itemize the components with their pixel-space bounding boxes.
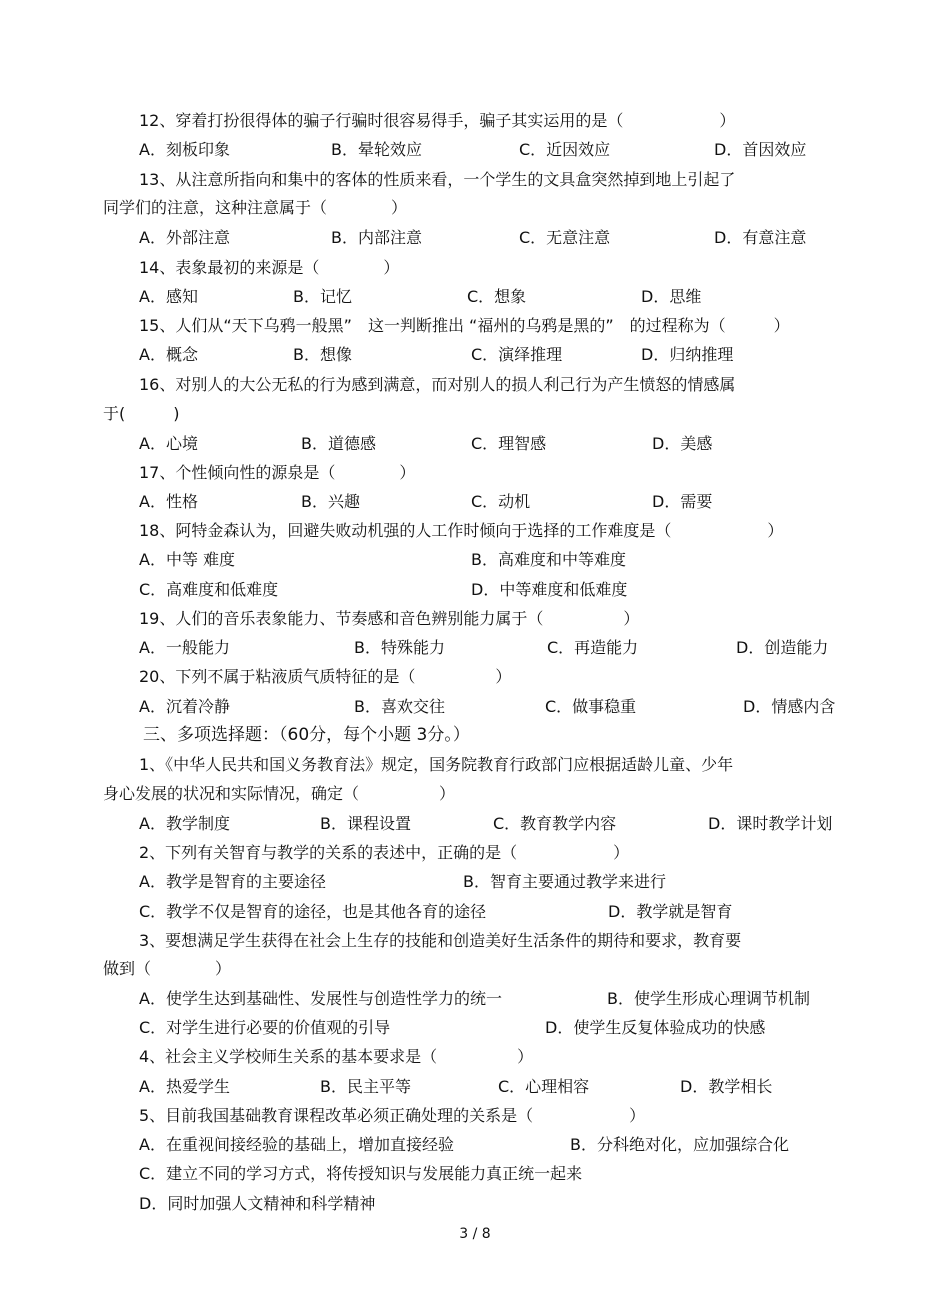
option-a: A．中等 难度 (139, 550, 236, 569)
option-d: D．情感内含 (743, 697, 836, 716)
option-a: A．沉着冷静 (139, 697, 230, 716)
option-b: B．特殊能力 (354, 638, 445, 657)
option-c: C．动机 (471, 492, 531, 511)
option-d: D．使学生反复体验成功的快感 (545, 1018, 766, 1037)
option-a: A．在重视间接经验的基础上，增加直接经验 (139, 1135, 454, 1154)
option-c: C．对学生进行必要的价值观的引导 (139, 1018, 391, 1037)
option-d: D．思维 (641, 287, 702, 306)
option-a: A．感知 (139, 287, 198, 306)
option-d: D．需要 (652, 492, 713, 511)
option-a: A．概念 (139, 345, 198, 364)
option-a: A．使学生达到基础性、发展性与创造性学力的统一 (139, 989, 502, 1008)
section-heading: 三、多项选择题：（60分，每个小题 3分。） (143, 725, 470, 745)
option-c: C．教育教学内容 (493, 814, 617, 833)
option-b: B．道德感 (301, 434, 376, 453)
question-stem: 3、要想满足学生获得在社会上生存的技能和创造美好生活条件的期待和要求，教育要 (139, 931, 742, 950)
option-d: D．首因效应 (714, 140, 807, 159)
option-b: B．内部注意 (331, 228, 422, 247)
question-stem: 18、阿特金森认为，回避失败动机强的人工作时倾向于选择的工作难度是（ ） (139, 521, 784, 540)
option-d: D．有意注意 (714, 228, 807, 247)
option-a: A．教学制度 (139, 814, 230, 833)
option-a: A．性格 (139, 492, 198, 511)
option-c: C．近因效应 (519, 140, 611, 159)
option-d: D．创造能力 (736, 638, 829, 657)
option-b: B．高难度和中等难度 (471, 550, 626, 569)
question-stem: 13、从注意所指向和集中的客体的性质来看，一个学生的文具盒突然掉到地上引起了 (139, 170, 736, 189)
option-c: C．做事稳重 (545, 697, 637, 716)
question-stem-continued: 做到（ ） (103, 959, 232, 978)
option-d: D．归纳推理 (641, 345, 734, 364)
option-a: A．外部注意 (139, 228, 230, 247)
option-b: B．智育主要通过教学来进行 (463, 872, 666, 891)
question-stem: 17、个性倾向性的源泉是（ ） (139, 463, 416, 482)
question-stem: 19、人们的音乐表象能力、节奏感和音色辨别能力属于（ ） (139, 609, 640, 628)
option-b: B．想像 (293, 345, 352, 364)
question-stem: 16、对别人的大公无私的行为感到满意，而对别人的损人利己行为产生愤怒的情感属 (139, 375, 736, 394)
option-b: B．分科绝对化，应加强综合化 (570, 1135, 789, 1154)
question-stem: 2、下列有关智育与教学的关系的表述中，正确的是（ ） (139, 843, 630, 862)
question-stem: 4、社会主义学校师生关系的基本要求是（ ） (139, 1047, 534, 1066)
question-stem-continued: 于( ) (103, 404, 180, 423)
option-c: C．心理相容 (498, 1077, 590, 1096)
option-d: D．同时加强人文精神和科学精神 (139, 1194, 376, 1213)
option-b: B．民主平等 (320, 1077, 411, 1096)
option-b: B．晕轮效应 (331, 140, 422, 159)
question-stem: 1、《中华人民共和国义务教育法》规定，国务院教育行政部门应根据适龄儿童、少年 (139, 755, 734, 774)
option-a: A．心境 (139, 434, 198, 453)
option-d: D．美感 (652, 434, 713, 453)
option-b: B．记忆 (293, 287, 352, 306)
option-c: C．再造能力 (547, 638, 639, 657)
option-b: B．使学生形成心理调节机制 (607, 989, 810, 1008)
option-c: C．无意注意 (519, 228, 611, 247)
option-d: D．教学就是智育 (608, 902, 733, 921)
option-a: A．教学是智育的主要途径 (139, 872, 326, 891)
option-d: D．中等难度和低难度 (471, 580, 628, 599)
question-stem-continued: 身心发展的状况和实际情况，确定（ ） (103, 784, 456, 803)
option-a: A．一般能力 (139, 638, 230, 657)
question-stem: 15、人们从“天下乌鸦一般黑” 这一判断推出 “福州的乌鸦是黑的” 的过程称为（ ） (139, 316, 790, 335)
option-d: D．课时教学计划 (708, 814, 833, 833)
question-stem: 14、表象最初的来源是（ ） (139, 258, 400, 277)
option-c: C．教学不仅是智育的途径，也是其他各育的途径 (139, 902, 487, 921)
option-b: B．课程设置 (320, 814, 411, 833)
option-c: C．建立不同的学习方式，将传授知识与发展能力真正统一起来 (139, 1164, 583, 1183)
option-a: A．热爱学生 (139, 1077, 230, 1096)
question-stem-continued: 同学们的注意，这种注意属于（ ） (103, 198, 408, 217)
option-c: C．想象 (467, 287, 527, 306)
option-a: A．刻板印象 (139, 140, 230, 159)
option-c: C．理智感 (471, 434, 547, 453)
option-d: D．教学相长 (680, 1077, 773, 1096)
question-stem: 5、目前我国基础教育课程改革必须正确处理的关系是（ ） (139, 1106, 646, 1125)
page-number: 3 / 8 (459, 1226, 491, 1242)
question-stem: 12、穿着打扮很得体的骗子行骗时很容易得手，骗子其实运用的是（ ） (139, 111, 736, 130)
option-c: C．演绎推理 (471, 345, 563, 364)
option-c: C．高难度和低难度 (139, 580, 279, 599)
option-b: B．兴趣 (301, 492, 360, 511)
option-b: B．喜欢交往 (354, 697, 445, 716)
question-stem: 20、下列不属于粘液质气质特征的是（ ） (139, 667, 512, 686)
